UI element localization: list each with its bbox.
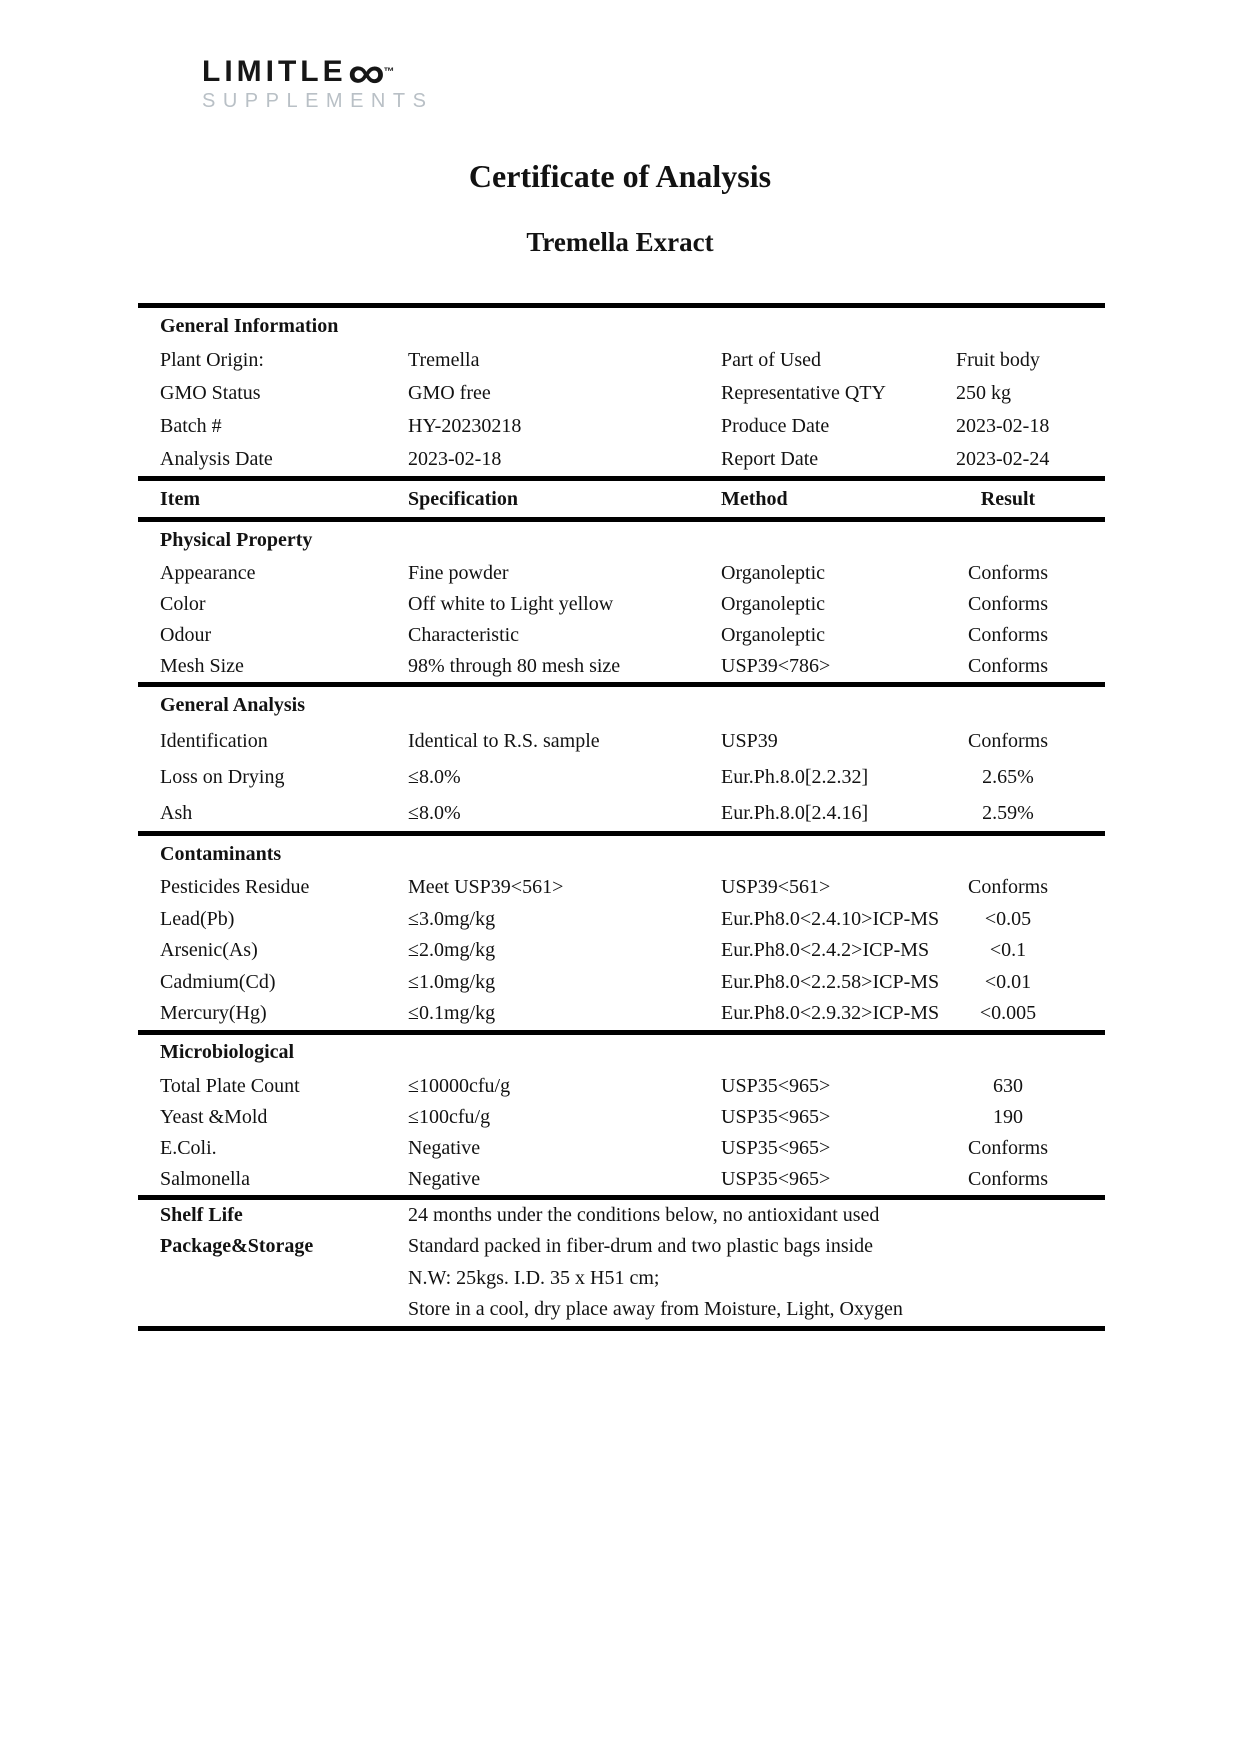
general-info-row [138, 443, 1105, 476]
item-name: Arsenic(As) [160, 939, 258, 962]
footer-label: Shelf Life [160, 1203, 243, 1226]
info-label: Analysis Date [160, 448, 273, 470]
footer-text: 24 months under the conditions below, no antioxidant used [408, 1203, 880, 1226]
result: Conforms [968, 593, 1048, 615]
brand-subtitle: SUPPLEMENTS [202, 90, 434, 112]
table-section [138, 687, 1105, 836]
result: Conforms [968, 624, 1048, 646]
result: 2.65% [982, 765, 1034, 788]
item-name: Appearance [160, 562, 256, 584]
item-name: Salmonella [160, 1167, 250, 1190]
specification: ≤0.1mg/kg [408, 1002, 496, 1025]
item-name: Lead(Pb) [160, 907, 235, 930]
general-info-row [138, 344, 1105, 377]
section-heading: General Analysis [160, 693, 306, 716]
footer-row [138, 1294, 1105, 1326]
item-name: Total Plate Count [160, 1074, 300, 1097]
specification: ≤100cfu/g [408, 1105, 491, 1128]
info-value: Tremella [408, 349, 480, 371]
method: Eur.Ph8.0<2.4.10>ICP-MS [721, 907, 940, 930]
brand-name: LIMITLE [202, 54, 347, 88]
footer-row [138, 1200, 1105, 1232]
table-row [138, 723, 1105, 759]
table-row [138, 558, 1105, 589]
table-row [138, 967, 1105, 999]
footer-text: N.W: 25kgs. I.D. 35 x H51 cm; [408, 1266, 660, 1289]
result: Conforms [968, 655, 1048, 677]
info-label: Part of Used [721, 349, 821, 371]
info-label: Batch # [160, 415, 222, 437]
item-name: Ash [160, 801, 193, 824]
result: Conforms [968, 729, 1048, 752]
table-row [138, 759, 1105, 795]
table-row [138, 651, 1105, 682]
method: Eur.Ph8.0<2.4.2>ICP-MS [721, 939, 930, 962]
section-heading: Microbiological [160, 1041, 295, 1063]
info-label: Representative QTY [721, 382, 886, 404]
footer-label: Package&Storage [160, 1235, 314, 1258]
general-info-rows [138, 344, 1105, 476]
item-name: Mesh Size [160, 655, 244, 677]
info-value: 250 kg [956, 382, 1011, 404]
section-heading: Physical Property [160, 528, 313, 551]
method: Organoleptic [721, 593, 826, 615]
brand-logo [202, 45, 434, 113]
method: Eur.Ph.8.0[2.2.32] [721, 765, 869, 788]
table-row [138, 620, 1105, 651]
table-row [138, 904, 1105, 936]
method: Eur.Ph8.0<2.2.58>ICP-MS [721, 970, 940, 993]
info-label: Report Date [721, 448, 819, 470]
method: USP35<965> [721, 1105, 831, 1128]
table-header-row [138, 481, 1105, 517]
brand-wordmark [202, 45, 433, 98]
result: 2.59% [982, 801, 1034, 824]
table-row [138, 998, 1105, 1030]
method: Organoleptic [721, 624, 826, 646]
item-name: Mercury(Hg) [160, 1002, 267, 1025]
info-value: 2023-02-18 [408, 448, 502, 470]
table-section [138, 1035, 1105, 1200]
result: <0.01 [984, 970, 1032, 993]
specification: 98% through 80 mesh size [408, 655, 621, 677]
document-title: Certificate of Analysis [468, 158, 772, 194]
result: Conforms [968, 876, 1048, 899]
result: 630 [993, 1074, 1023, 1097]
table-row [138, 1133, 1105, 1164]
info-value: GMO free [408, 382, 491, 404]
footer-row [138, 1231, 1105, 1263]
method: USP35<965> [721, 1136, 831, 1159]
specification: ≤2.0mg/kg [408, 939, 496, 962]
column-header: Result [980, 487, 1036, 510]
table-row [138, 935, 1105, 967]
specification: Meet USP39<561> [408, 876, 564, 899]
item-name: Cadmium(Cd) [160, 970, 276, 993]
footer-row [138, 1263, 1105, 1295]
item-name: E.Coli. [160, 1136, 217, 1159]
info-value: Fruit body [956, 349, 1040, 371]
footer-text: Store in a cool, dry place away from Moisture, Light, Oxygen [408, 1298, 903, 1321]
table-row [138, 589, 1105, 620]
specification: ≤3.0mg/kg [408, 907, 496, 930]
infinity-icon: ∞ [347, 45, 385, 98]
specification: Negative [408, 1136, 481, 1159]
result: Conforms [968, 1136, 1048, 1159]
item-name: Identification [160, 729, 268, 752]
method: USP39<561> [721, 876, 831, 899]
specification: Fine powder [408, 562, 509, 584]
section-heading: Contaminants [160, 842, 282, 865]
divider [138, 1326, 1105, 1331]
method: USP35<965> [721, 1074, 831, 1097]
method: USP35<965> [721, 1167, 831, 1190]
specification: ≤8.0% [408, 765, 461, 788]
specification: Off white to Light yellow [408, 593, 614, 615]
table-row [138, 872, 1105, 904]
column-header: Method [721, 487, 788, 510]
method: Organoleptic [721, 562, 826, 584]
table-row [138, 1164, 1105, 1195]
specification: ≤10000cfu/g [408, 1074, 511, 1097]
method: USP39 [721, 729, 778, 752]
product-name: Tremella Exract [526, 227, 714, 257]
table-section [138, 522, 1105, 687]
general-info-row [138, 410, 1105, 443]
specification: ≤1.0mg/kg [408, 970, 496, 993]
specification: Characteristic [408, 624, 520, 646]
item-name: Yeast &Mold [160, 1105, 268, 1128]
table-sections [138, 522, 1105, 1200]
info-label: Plant Origin: [160, 349, 264, 371]
general-info-row [138, 377, 1105, 410]
section-heading-general-information: General Information [160, 314, 339, 337]
item-name: Odour [160, 624, 212, 646]
result: <0.005 [979, 1002, 1037, 1025]
result: 190 [993, 1105, 1023, 1128]
method: Eur.Ph8.0<2.9.32>ICP-MS [721, 1002, 940, 1025]
storage-footer [138, 1200, 1105, 1326]
result: Conforms [968, 562, 1048, 584]
column-header: Specification [408, 487, 518, 510]
info-value: 2023-02-24 [956, 448, 1050, 470]
footer-text: Standard packed in fiber-drum and two plastic bags inside [408, 1235, 874, 1258]
table-section [138, 836, 1105, 1035]
info-label: GMO Status [160, 382, 261, 404]
result: <0.05 [984, 907, 1032, 930]
table-row [138, 1071, 1105, 1102]
specification: Identical to R.S. sample [408, 729, 600, 752]
table-row [138, 795, 1105, 831]
result: Conforms [968, 1167, 1048, 1190]
item-name: Color [160, 593, 206, 615]
info-label: Produce Date [721, 415, 830, 437]
item-name: Pesticides Residue [160, 876, 310, 899]
info-value: HY-20230218 [408, 415, 522, 437]
trademark-symbol: ™ [383, 66, 395, 78]
table-row [138, 1102, 1105, 1133]
method: USP39<786> [721, 655, 831, 677]
info-value: 2023-02-18 [956, 415, 1050, 437]
method: Eur.Ph.8.0[2.4.16] [721, 801, 869, 824]
item-name: Loss on Drying [160, 765, 285, 788]
column-header: Item [160, 487, 200, 510]
coa-table [138, 303, 1105, 1331]
specification: Negative [408, 1167, 481, 1190]
specification: ≤8.0% [408, 801, 461, 824]
result: <0.1 [989, 939, 1027, 962]
